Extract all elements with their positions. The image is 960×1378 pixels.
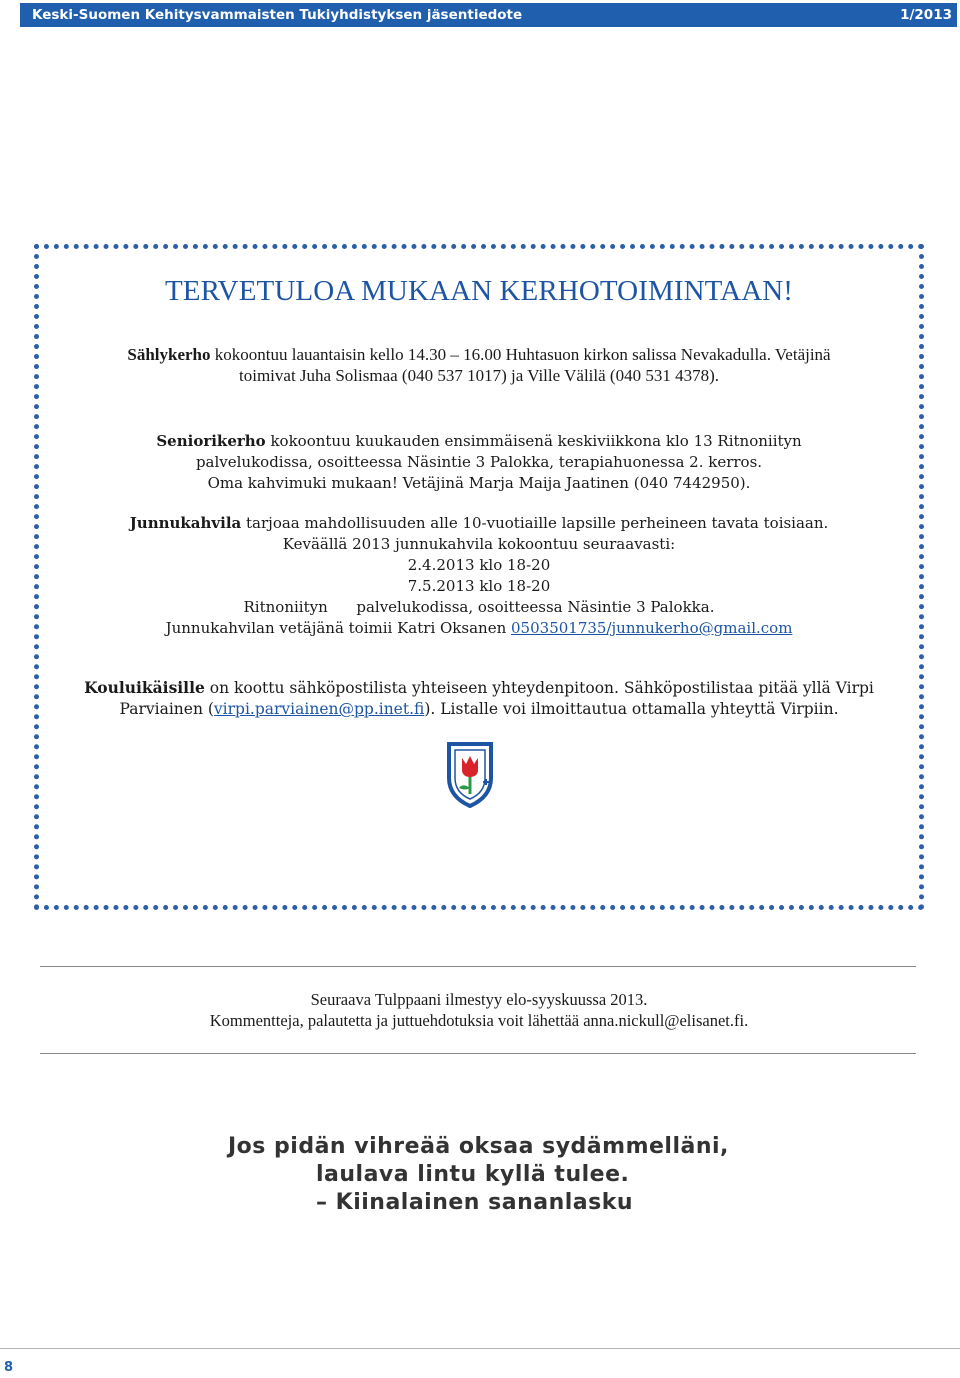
senior-label: Seniorikerho — [156, 432, 266, 450]
junnu-place: Ritnoniityn palvelukodissa, osoitteessa Näsintie 3 Palokka. — [243, 598, 715, 616]
newsletter-header — [20, 3, 957, 27]
divider-bottom — [40, 1053, 916, 1054]
footer-rule — [0, 1348, 960, 1349]
virpi-email-link[interactable]: virpi.parviainen@pp.inet.fi — [213, 700, 425, 718]
quote-attribution: – Kiinalainen sananlasku — [316, 1190, 634, 1215]
page-number: 8 — [4, 1360, 14, 1375]
junnu-date-1: 2.4.2013 klo 18-20 — [407, 556, 551, 574]
junnu-date-2: 7.5.2013 klo 18-20 — [407, 577, 551, 595]
koulu-label: Kouluikäisille — [84, 678, 205, 697]
box-title: TERVETULOA MUKAAN KERHOTOIMINTAAN! — [164, 275, 794, 307]
divider-top — [40, 966, 916, 967]
junnu-contact-link[interactable]: 0503501735/junnukerho@gmail.com — [511, 619, 793, 637]
junnu-line-2: Keväällä 2013 junnukahvila kokoontuu seuraavasti: — [282, 535, 676, 553]
newsletter-title: Keski-Suomen Kehitysvammaisten Tukiyhdistyksen jäsentiedote — [32, 7, 523, 23]
junnu-leader: Junnukahvilan vetäjänä toimii Katri Oksanen 0503501735/junnukerho@gmail.com — [165, 619, 793, 637]
sahly-line-1: Sählykerho kokoontuu lauantaisin kello 14.30 – 16.00 Huhtasuon kirkon salissa Nevakadulla. Vetäjinä — [127, 345, 831, 364]
koulu-paragraph — [34, 677, 924, 720]
junnu-label: Junnukahvila — [129, 514, 242, 532]
junnu-line-1: Junnukahvila tarjoaa mahdollisuuden alle 10-vuotiaille lapsille perheineen tavata toisiaan. — [129, 514, 829, 532]
issue-number: 1/2013 — [900, 7, 952, 23]
junnu-paragraph — [34, 513, 924, 639]
senior-line-3: Oma kahvimuki mukaan! Vetäjinä Marja Maija Jaatinen (040 7442950). — [207, 474, 751, 492]
koulu-line-2: Parviainen (virpi.parviainen@pp.inet.fi). Listalle voi ilmoittautua ottamalla yhteyttä Virpiin. — [119, 700, 839, 718]
sahly-label: Sählykerho — [127, 345, 211, 364]
sahly-line-2: toimivat Juha Solismaa (040 537 1017) ja Ville Välilä (040 531 4378). — [239, 366, 719, 385]
tulip-cross-logo-icon — [445, 742, 495, 808]
senior-line-2: palvelukodissa, osoitteessa Näsintie 3 Palokka, terapiahuonessa 2. kerros. — [195, 453, 763, 471]
next-issue-note — [34, 989, 924, 1031]
koulu-line-1: Kouluikäisille on koottu sähköpostilista yhteiseen yhteydenpitoon. Sähköpostilistaa pitää yllä Virpi — [84, 678, 874, 697]
quote-line-2: laulava lintu kyllä tulee. — [316, 1162, 630, 1187]
next-issue-line-2: Kommentteja, palautetta ja juttuehdotuksia voit lähettää anna.nickull@elisanet.fi. — [209, 1011, 749, 1030]
next-issue-line-1: Seuraava Tulppaani ilmestyy elo-syyskuussa 2013. — [310, 990, 648, 1009]
senior-line-1: Seniorikerho kokoontuu kuukauden ensimmäisenä keskiviikkona klo 13 Ritnoniityn — [156, 432, 802, 450]
quote-line-1: Jos pidän vihreää oksaa sydämmelläni, — [228, 1134, 729, 1159]
sahly-paragraph — [34, 344, 924, 386]
senior-paragraph — [34, 431, 924, 494]
